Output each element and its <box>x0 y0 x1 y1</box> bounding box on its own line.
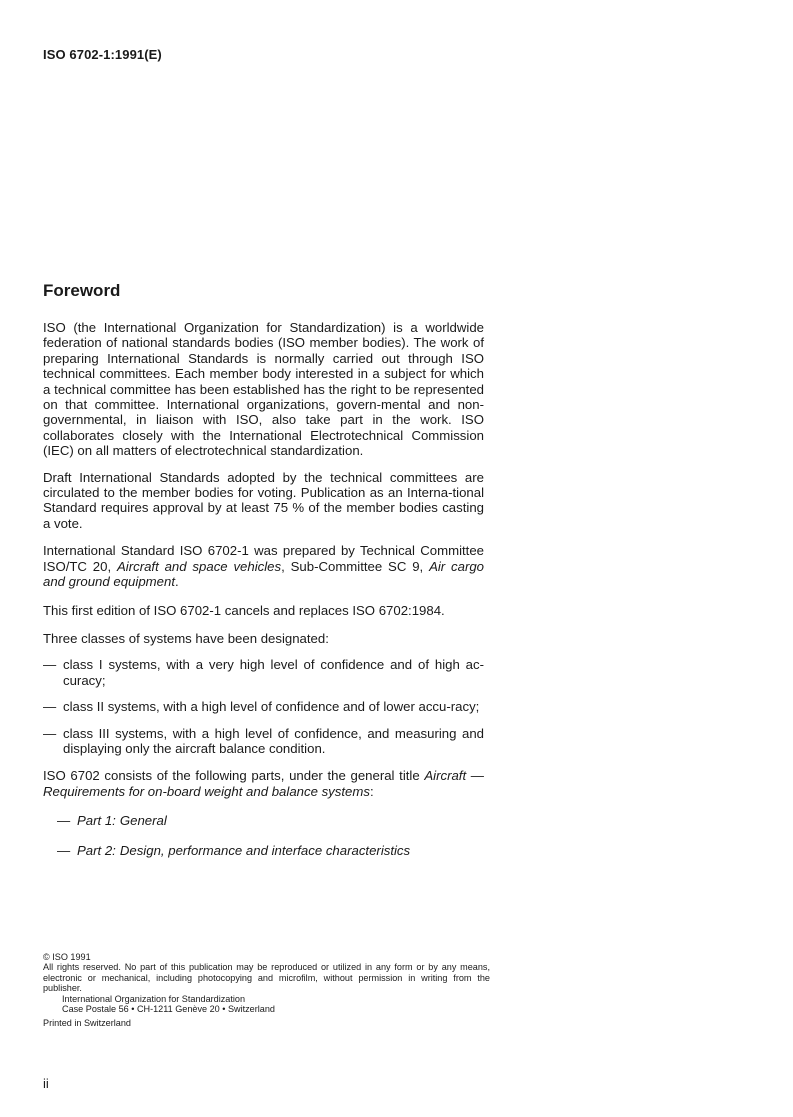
copyright-organization: International Organization for Standardization <box>62 993 245 1004</box>
class-list-item <box>43 657 484 688</box>
dash-marker: — <box>43 725 57 741</box>
committee-name: Aircraft and space vehicles <box>116 558 282 574</box>
part-list-item <box>43 843 484 858</box>
printed-in: Printed in Switzerland <box>43 1018 131 1029</box>
foreword-body <box>43 320 484 872</box>
general-title: Aircraft — Requirements for on-board weight and balance systems <box>43 768 484 799</box>
part-number: Part 2: <box>77 842 116 858</box>
dash-marker: — <box>57 842 71 858</box>
p3-text-end: . <box>174 574 179 590</box>
copyright-symbol-line: © ISO 1991 <box>43 952 91 962</box>
foreword-heading: Foreword <box>43 281 121 300</box>
copyright-rights: All rights reserved. No part of this publication may be reproduced or utilized in any form or by any means, electronic or mechanical, including photocopying and microfilm, without permission in writing from the publisher. <box>43 962 490 994</box>
class-item-text: class II systems, with a high level of confidence and of lower accu-racy; <box>63 699 480 715</box>
dash-marker: — <box>43 699 57 715</box>
class-list-item <box>43 699 484 714</box>
class-item-text: class I systems, with a very high level of confidence and of high ac-curacy; <box>63 657 484 688</box>
foreword-paragraph-4: This first edition of ISO 6702-1 cancels and replaces ISO 6702:1984. <box>43 602 445 618</box>
class-item-text: class III systems, with a high level of confidence, and measuring and displaying only the aircraft balance condition. <box>63 725 484 756</box>
foreword-paragraph-5: Three classes of systems have been designated: <box>43 630 329 646</box>
foreword-paragraph-2: Draft International Standards adopted by the technical committees are circulated to the member bodies for voting. Publication as an Interna-tional Standard requires approval by at least 75 % of the member bodies casting a vote. <box>43 469 484 531</box>
part-list-item <box>43 813 484 828</box>
p3-text-middle: , Sub-Committee SC 9, <box>281 558 430 574</box>
dash-marker: — <box>43 657 57 673</box>
parts-intro-end: : <box>369 783 374 799</box>
document-id: ISO 6702-1:1991(E) <box>43 47 162 62</box>
foreword-paragraph-1: ISO (the International Organization for Standardization) is a worldwide federation of national standards bodies (ISO member bodies). The work of preparing International Standards is normally carried out through ISO technical committees. Each member body interested in a subject for which a technical committee has been established has the right to be represented on that committee. International organizations, govern-mental and non-governmental, in liaison with ISO, also take part in the work. ISO collaborates closely with the International Electrotechnical Commission (IEC) on all matters of electrotechnical standardization. <box>43 320 484 459</box>
part-number: Part 1: <box>77 813 116 829</box>
parts-intro <box>43 768 484 799</box>
dash-marker: — <box>57 813 71 829</box>
subcommittee-name: Air cargo and ground equipment <box>43 558 485 590</box>
p3-text-start: International Standard ISO 6702-1 was prepared by Technical Committee ISO/TC 20, <box>43 543 484 574</box>
foreword-paragraph-3 <box>43 543 484 589</box>
parts-intro-start: ISO 6702 consists of the following parts, under the general title <box>43 768 425 784</box>
copyright-address: Case Postale 56 • CH-1211 Genève 20 • Switzerland <box>62 1004 275 1015</box>
page-number: ii <box>43 1076 49 1091</box>
copyright-notice <box>43 952 490 1029</box>
part-title: General <box>119 813 167 829</box>
class-list-item <box>43 726 484 757</box>
part-title: Design, performance and interface characteristics <box>119 842 411 858</box>
